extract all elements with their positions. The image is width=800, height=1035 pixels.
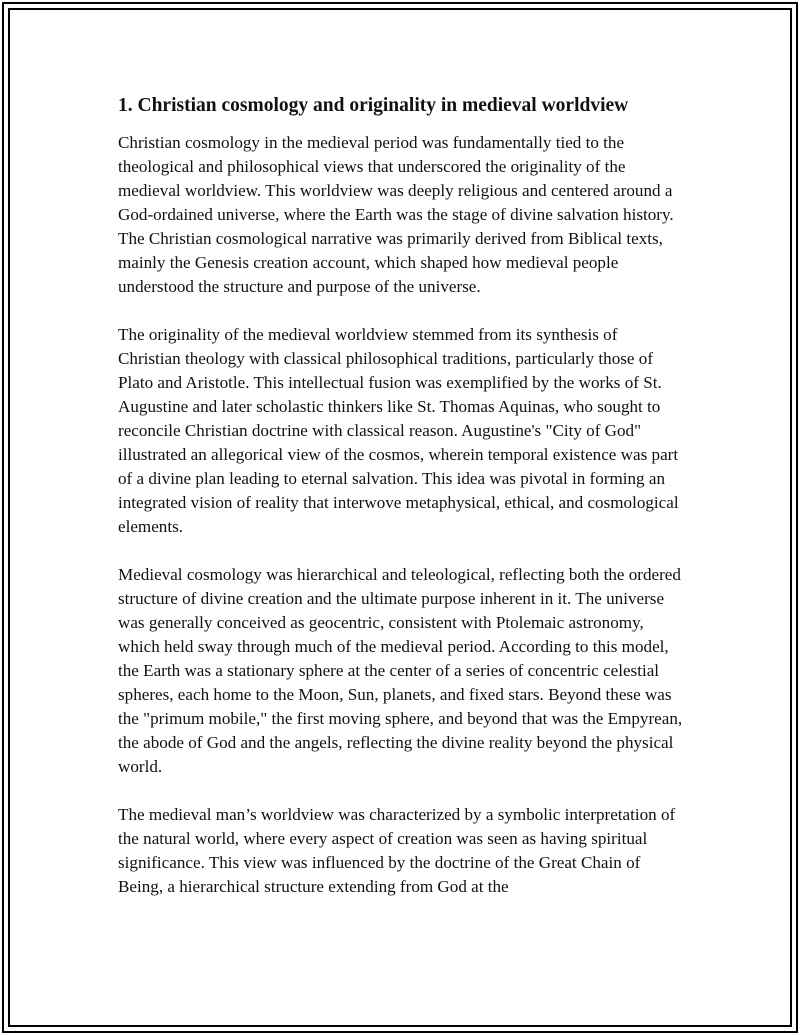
section-heading: 1. Christian cosmology and originality in medieval worldview: [118, 95, 629, 116]
paragraph-1: Christian cosmology in the medieval period was fundamentally tied to the theological and philosophical views that underscored the originality of the medieval worldview. This worldview was deeply religious and centered around a God-ordained universe, where the Earth was the stage of divine salvation history. The Christian cosmological narrative was primarily derived from Biblical texts, mainly the Genesis creation account, which shaped how medieval people understood the structure and purpose of the universe.: [118, 133, 674, 296]
document-body: [118, 93, 684, 923]
paragraph-2: The originality of the medieval worldview stemmed from its synthesis of Christian theology with classical philosophical traditions, particularly those of Plato and Aristotle. This intellectual fusion was exemplified by the works of St. Augustine and later scholastic thinkers like St. Thomas Aquinas, who sought to reconcile Christian doctrine with classical reason. Augustine's "City of God" illustrated an allegorical view of the cosmos, wherein temporal existence was part of a divine plan leading to eternal salvation. This idea was pivotal in forming an integrated vision of reality that interwove metaphysical, ethical, and cosmological elements.: [118, 325, 679, 536]
paragraph-4: The medieval man’s worldview was characterized by a symbolic interpretation of the natural world, where every aspect of creation was seen as having spiritual significance. This view was influenced by the doctrine of the Great Chain of Being, a hierarchical structure extending from God at the: [118, 805, 676, 896]
paragraph-3: Medieval cosmology was hierarchical and teleological, reflecting both the ordered structure of divine creation and the ultimate purpose inherent in it. The universe was generally conceived as geocentric, consistent with Ptolemaic astronomy, which held sway through much of the medieval period. According to this model, the Earth was a stationary sphere at the center of a series of concentric celestial spheres, each home to the Moon, Sun, planets, and fixed stars. Beyond these was the "primum mobile," the first moving sphere, and beyond that was the Empyrean, the abode of God and the angels, reflecting the divine reality beyond the physical world.: [118, 565, 683, 776]
